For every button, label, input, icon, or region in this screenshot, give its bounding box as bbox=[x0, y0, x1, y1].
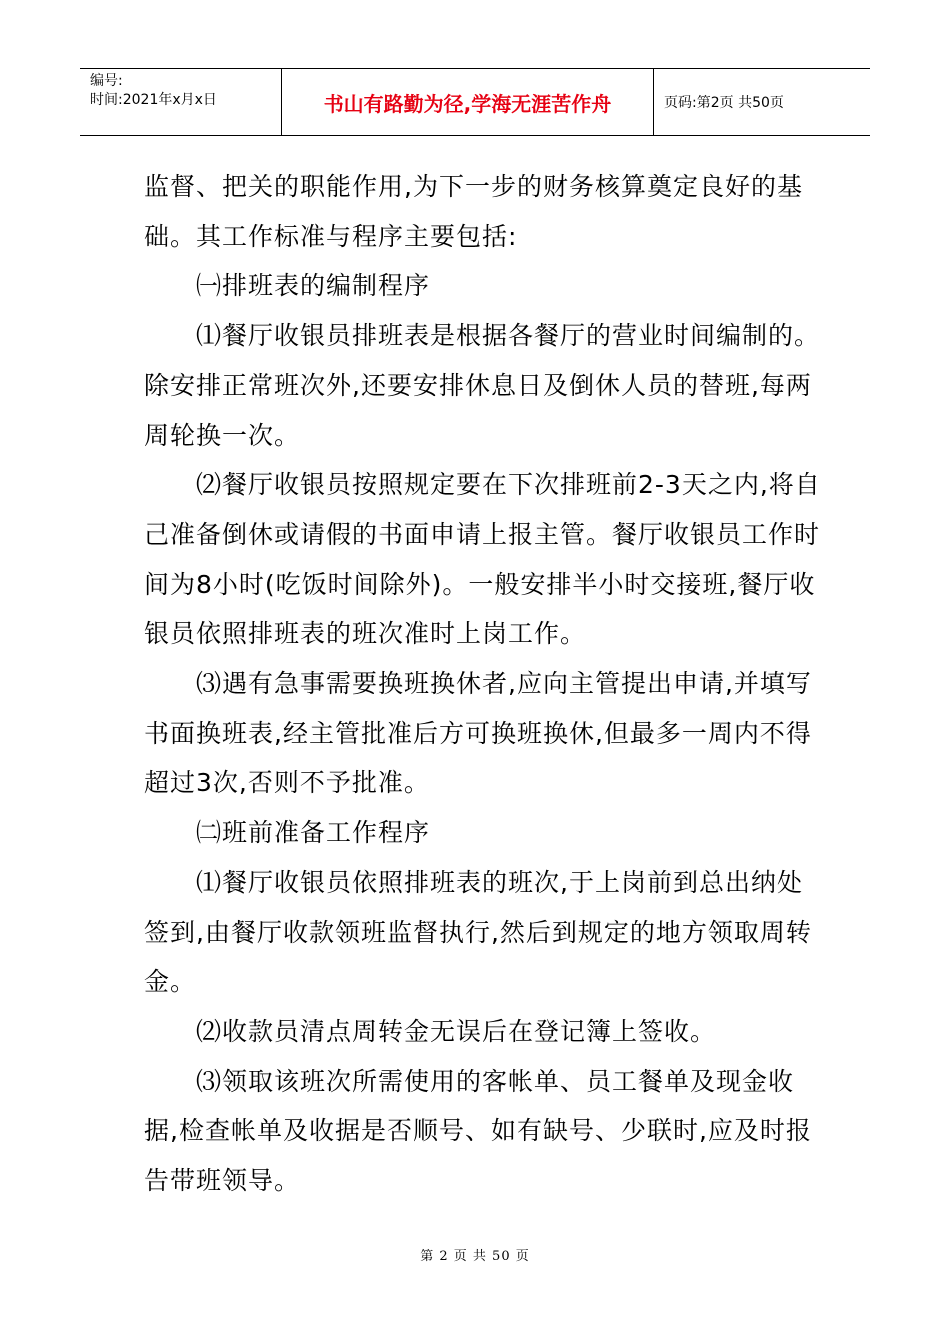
page-footer: 第 2 页 共 50 页 bbox=[420, 1249, 530, 1264]
section-heading-2: ㈡班前准备工作程序 bbox=[196, 818, 431, 848]
date-label: 时间:2021年x月x日 bbox=[90, 92, 217, 108]
paragraph: ⑶遇有急事需要换班换休者,应向主管提出申请,并填写书面换班表,经主管批准后方可换班换休,但最多一周内不得超过3次,否则不予批准。 bbox=[144, 669, 812, 798]
number-label: 编号: bbox=[90, 73, 123, 89]
header-motto: 书山有路勤为径,学海无涯苦作舟 bbox=[282, 69, 654, 135]
paragraph-continuation: 监督、把关的职能作用,为下一步的财务核算奠定良好的基础。其工作标准与程序主要包括: bbox=[144, 172, 803, 251]
document-header bbox=[80, 68, 870, 136]
header-meta-cell bbox=[80, 69, 282, 135]
paragraph: ⑴餐厅收银员依照排班表的班次,于上岗前到总出纳处签到,由餐厅收款领班监督执行,然后到规定的地方领取周转金。 bbox=[144, 867, 812, 997]
section-heading-1: ㈠排班表的编制程序 bbox=[196, 271, 431, 301]
header-page-info: 页码:第2页 共50页 bbox=[664, 95, 784, 111]
paragraph: ⑵收款员清点周转金无误后在登记簿上签收。 bbox=[196, 1016, 717, 1046]
paragraph: ⑴餐厅收银员排班表是根据各餐厅的营业时间编制的。除安排正常班次外,还要安排休息日及倒休人员的替班,每两周轮换一次。 bbox=[144, 321, 821, 450]
document-body bbox=[144, 162, 824, 1206]
paragraph: ⑶领取该班次所需使用的客帐单、员工餐单及现金收据,检查帐单及收据是否顺号、如有缺号、少联时,应及时报告带班领导。 bbox=[144, 1066, 812, 1196]
paragraph: ⑵餐厅收银员按照规定要在下次排班前2-3天之内,将自己准备倒休或请假的书面申请上报主管。餐厅收银员工作时间为8小时(吃饭时间除外)。一般安排半小时交接班,餐厅收银员依照排班表的班次准时上岗工作。 bbox=[144, 470, 821, 649]
